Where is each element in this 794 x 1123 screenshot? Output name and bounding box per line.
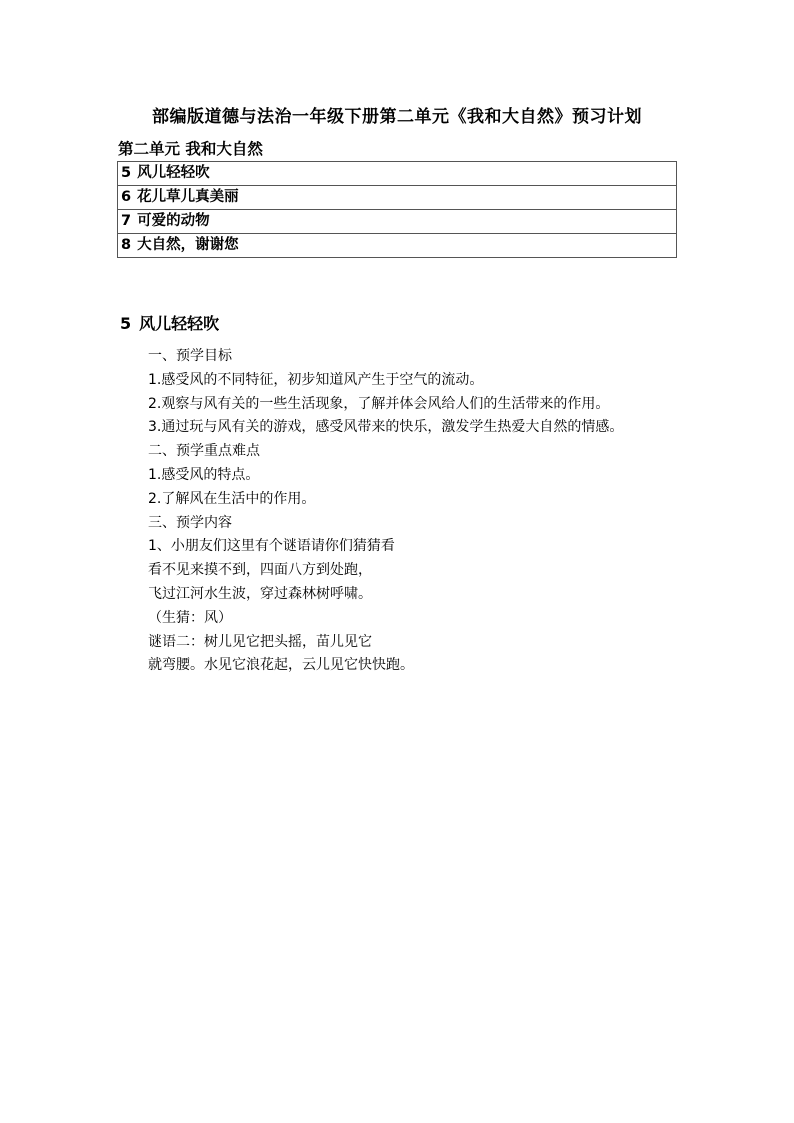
lesson-cell bbox=[118, 186, 677, 210]
riddle-line: 就弯腰。水见它浪花起，云儿见它快快跑。 bbox=[148, 657, 414, 674]
table-row bbox=[118, 186, 677, 210]
body-line: 3.通过玩与风有关的游戏，感受风带来的快乐，激发学生热爱大自然的情感。 bbox=[148, 419, 624, 436]
lesson-cell bbox=[118, 210, 677, 234]
section-title: 风儿轻轻吹 bbox=[139, 314, 220, 333]
body-line: 1、小朋友们这里有个谜语请你们猜猜看 bbox=[148, 538, 395, 555]
lesson-number: 5 bbox=[121, 165, 132, 181]
lesson-title: 大自然，谢谢您 bbox=[137, 237, 239, 253]
lesson-title: 风儿轻轻吹 bbox=[137, 165, 210, 181]
subheading-key-points: 二、预学重点难点 bbox=[148, 443, 260, 460]
subheading-goals: 一、预学目标 bbox=[148, 348, 232, 364]
document-title: 部编版道德与法治一年级下册第二单元《我和大自然》预习计划 bbox=[152, 107, 642, 127]
body-line: 1.感受风的不同特征，初步知道风产生于空气的流动。 bbox=[148, 371, 484, 388]
lesson-cell bbox=[118, 234, 677, 258]
lesson-cell bbox=[118, 162, 677, 186]
lesson-table bbox=[117, 161, 677, 258]
section-number: 5 bbox=[120, 314, 132, 333]
table-row bbox=[118, 210, 677, 234]
riddle-line: 看不见来摸不到，四面八方到处跑， bbox=[148, 562, 372, 579]
riddle-answer: （生猜：风） bbox=[148, 609, 232, 626]
subheading-content: 三、预学内容 bbox=[148, 514, 232, 531]
lesson-number: 8 bbox=[121, 237, 132, 253]
section-heading bbox=[120, 313, 219, 335]
body-line: 2.了解风在生活中的作用。 bbox=[148, 490, 316, 507]
lesson-title: 花儿草儿真美丽 bbox=[137, 189, 239, 205]
table-row bbox=[118, 162, 677, 186]
lesson-number: 7 bbox=[121, 213, 132, 229]
lesson-number: 6 bbox=[121, 189, 132, 205]
body-line: 1.感受风的特点。 bbox=[148, 466, 260, 483]
unit-heading: 第二单元 我和大自然 bbox=[118, 140, 263, 158]
table-row bbox=[118, 234, 677, 258]
section-body bbox=[148, 345, 748, 678]
lesson-title: 可爱的动物 bbox=[137, 213, 210, 229]
riddle-line: 谜语二：树儿见它把头摇，苗儿见它 bbox=[148, 633, 372, 650]
body-line: 2.观察与风有关的一些生活现象，了解并体会风给人们的生活带来的作用。 bbox=[148, 395, 610, 412]
riddle-line: 飞过江河水生波，穿过森林树呼啸。 bbox=[148, 585, 372, 602]
